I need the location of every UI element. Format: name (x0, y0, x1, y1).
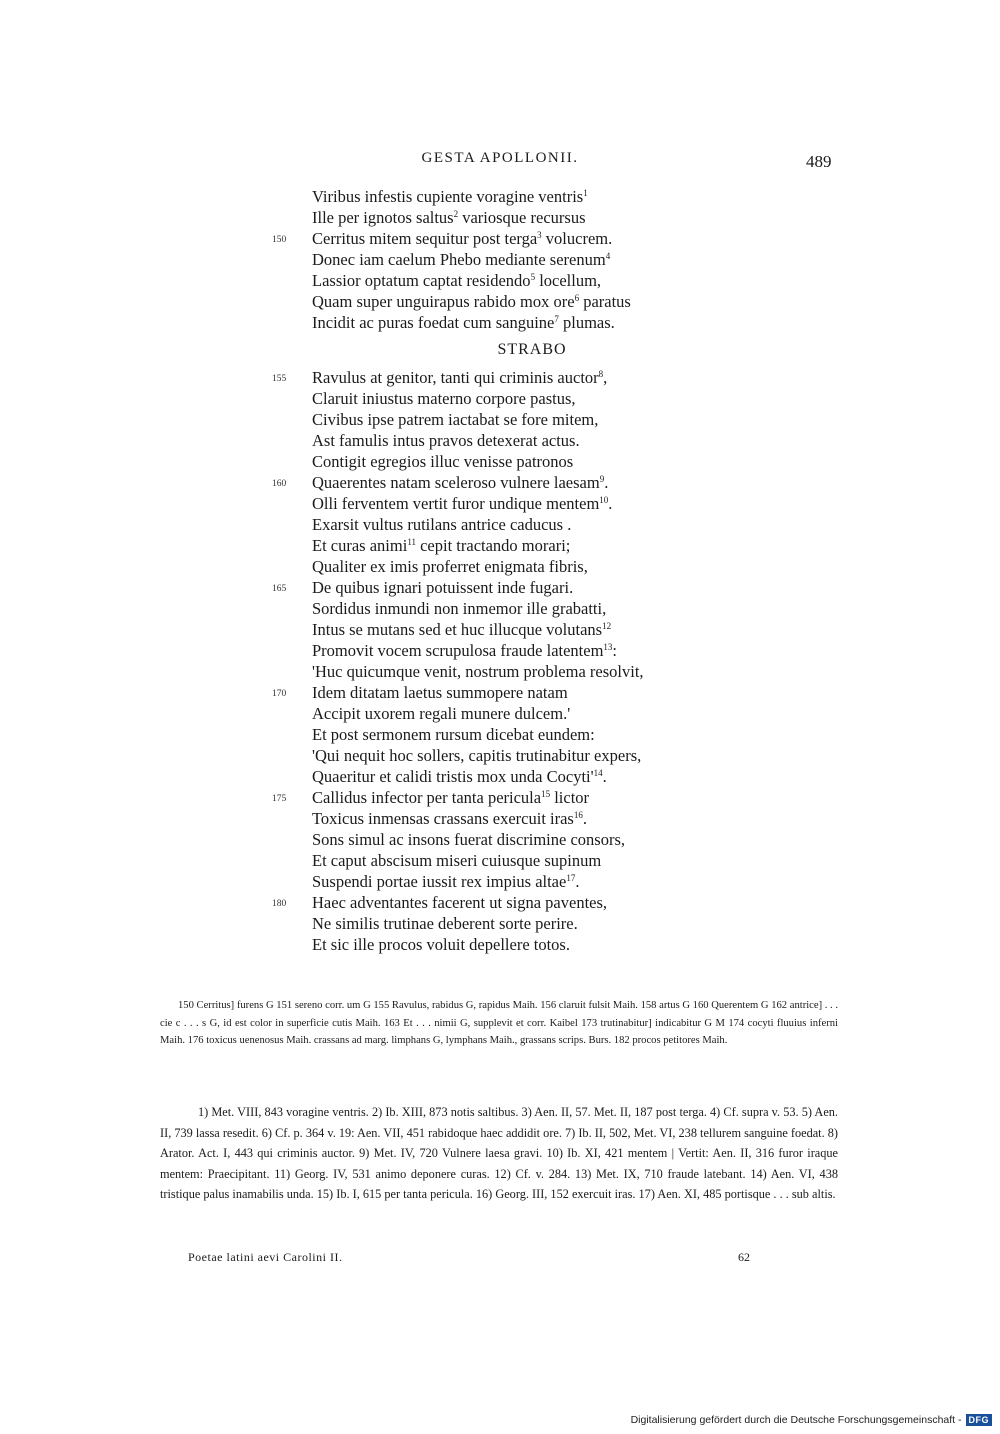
section-title: STRABO (497, 341, 567, 358)
verse-line (312, 493, 772, 514)
verse-line (312, 934, 772, 955)
verse-text: Et sic ille procos voluit depellere totos. (312, 935, 570, 954)
verse-text: Callidus infector per tanta pericula (312, 788, 542, 807)
verse-text: Et post sermonem rursum dicebat eundem: (312, 725, 595, 744)
verse-text-continued: variosque recursus (458, 208, 586, 227)
footnote-marker: 7 (554, 314, 559, 324)
verse-line (272, 577, 772, 598)
verse-text-continued: : (612, 641, 618, 660)
footnote-marker: 12 (602, 621, 612, 631)
verse-line (312, 249, 772, 270)
verse-line (312, 661, 772, 682)
footnote-marker: 9 (599, 474, 605, 484)
funding-text: Digitalisierung gefördert durch die Deutsche Forschungsgemeinschaft - (630, 1414, 962, 1426)
verse-line (312, 270, 772, 291)
dfg-logo: DFG (966, 1414, 993, 1426)
verse-text: Quaerentes natam sceleroso vulnere laesam (312, 473, 600, 492)
verse-text: Accipit uxorem regali munere dulcem.' (312, 704, 571, 723)
verse-text: Donec iam caelum Phebo mediante serenum (312, 250, 606, 269)
footnote-marker: 8 (598, 369, 604, 379)
verse-line (312, 913, 772, 934)
verse-line (312, 207, 772, 228)
critical-apparatus (160, 997, 838, 1050)
verse-text: Quam super unguirapus rabido mox ore (312, 292, 575, 311)
verse-line (312, 598, 772, 619)
verse-line (312, 745, 772, 766)
verse-line (312, 291, 772, 312)
verse-text: Incidit ac puras foedat cum sanguine (312, 313, 555, 332)
footnote-marker: 3 (537, 230, 542, 240)
footnote-marker: 13 (603, 642, 613, 652)
verse-text-continued: plumas. (558, 313, 615, 332)
verse-text-continued: cepit tractando morari; (415, 536, 571, 555)
line-number: 150 (272, 235, 287, 245)
verse-line (312, 640, 772, 661)
verse-text-continued: locellum, (535, 271, 602, 290)
verse-text: Ravulus at genitor, tanti qui criminis auctor (312, 368, 599, 387)
verse-text-continued: . (582, 809, 587, 828)
verse-text: Haec adventantes facerent ut signa paventes, (312, 893, 608, 912)
critical-apparatus-text: 150 Cerritus] furens G 151 sereno corr. um G 155 Ravulus, rabidus G, rapidus Maih. 156 claruit fulsit Maih. 158 artus G 160 Querentem G 162 antrice] . . . cie c . . . s G, id est color in superficie cutis Maih. 163 Et . . . nimii G, supplevit et corr. Kaibel 173 trutinabitur] indicabitur G M 174 cocyti fluuius inferni Maih. 176 toxicus uenenosus Maih. crassans ad marg. limphans G, lymphans Maih., grassans scrips. Burs. 182 procos petitores Maih. (160, 1000, 838, 1046)
funding-notice (631, 1414, 992, 1426)
verse-line (272, 228, 772, 249)
verse-text: Suspendi portae iussit rex impius altae (312, 872, 567, 891)
verse-text: Claruit iniustus materno corpore pastus, (312, 389, 576, 408)
verse-line (272, 787, 772, 808)
verse-line (312, 514, 772, 535)
footnote-marker: 16 (573, 810, 583, 820)
verse-line (312, 186, 772, 207)
sheet-number: 62 (738, 1250, 750, 1264)
verse-line (312, 703, 772, 724)
verse-line (312, 430, 772, 451)
verse-text: Sordidus inmundi non inmemor ille grabatti, (312, 599, 607, 618)
verse-block-strabo (272, 367, 772, 955)
verse-line (312, 409, 772, 430)
verse-text: Ast famulis intus pravos detexerat actus. (312, 431, 580, 450)
footnote-marker: 1 (583, 188, 588, 198)
verse-line (312, 312, 772, 333)
verse-text: Lassior optatum captat residendo (312, 271, 531, 290)
verse-text-continued: , (603, 368, 608, 387)
verse-line (272, 892, 772, 913)
verse-line (312, 766, 772, 787)
verse-text: Contigit egregios illuc venisse patronos (312, 452, 574, 471)
verse-text: Ne similis trutinae deberent sorte perire. (312, 914, 578, 933)
verse-text: Exarsit vultus rutilans antrice caducus . (312, 515, 572, 534)
poem-text (272, 186, 772, 955)
verse-line (272, 472, 772, 493)
footnote-marker: 17 (566, 873, 576, 883)
verse-text: Civibus ipse patrem iactabat se fore mitem, (312, 410, 599, 429)
line-number: 165 (272, 584, 287, 594)
verse-text: Intus se mutans sed et huc illucque volutans (312, 620, 603, 639)
verse-text: 'Qui nequit hoc sollers, capitis trutinabitur expers, (312, 746, 642, 765)
footnote-marker: 14 (593, 768, 603, 778)
line-number: 175 (272, 794, 287, 804)
verse-text: Et curas animi (312, 536, 408, 555)
verse-text-continued: lictor (550, 788, 590, 807)
verse-text: De quibus ignari potuissent inde fugari. (312, 578, 574, 597)
footnote-marker: 10 (599, 495, 609, 505)
line-number: 160 (272, 479, 287, 489)
verse-line (312, 829, 772, 850)
verse-text-continued: . (608, 494, 613, 513)
verse-text: Quaeritur et calidi tristis mox unda Cocyti' (312, 767, 594, 786)
footnote-marker: 11 (407, 537, 416, 547)
verse-text: Toxicus inmensas crassans exercuit iras (312, 809, 574, 828)
verse-text: Olli ferventem vertit furor undique mentem (312, 494, 600, 513)
page-number: 489 (806, 152, 832, 171)
verse-line (312, 535, 772, 556)
verse-line (312, 850, 772, 871)
verse-text: Promovit vocem scrupulosa fraude latentem (312, 641, 604, 660)
footnote-marker: 4 (605, 251, 611, 261)
series-signature: Poetae latini aevi Carolini II. (188, 1250, 343, 1264)
footnote-marker: 6 (574, 293, 580, 303)
verse-text-continued: . (575, 872, 580, 891)
line-number: 170 (272, 689, 287, 699)
verse-text-continued: . (602, 767, 607, 786)
verse-line (312, 556, 772, 577)
running-title: GESTA APOLLONII. (421, 150, 579, 166)
verse-block-gesta (272, 186, 772, 333)
verse-text: Et caput abscisum miseri cuiusque supinum (312, 851, 602, 870)
verse-text: Ille per ignotos saltus (312, 208, 454, 227)
verse-text-continued: paratus (579, 292, 631, 311)
verse-text: Viribus infestis cupiente voragine ventris (312, 187, 584, 206)
line-number: 155 (272, 374, 287, 384)
verse-text-continued: volucrem. (541, 229, 613, 248)
footnote-marker: 2 (453, 209, 459, 219)
source-notes-text: 1) Met. VIII, 843 voragine ventris. 2) Ib. XIII, 873 notis saltibus. 3) Aen. II, 57. Met. II, 187 post terga. 4) Cf. supra v. 53. 5) Aen. II, 739 lassa resedit. 6) Cf. p. 364 v. 19: Aen. VII, 451 rabidoque haec addidit ore. 7) Ib. II, 502, Met. VI, 238 tellurem sanguine foedat. 8) Arator. Act. I, 443 qui criminis auctor. 9) Met. IV, 720 Vulnere laesa gravi. 10) Ib. XI, 421 mentem | Vertit: Aen. II, 316 furor iraque mentem: Praecipitant. 11) Georg. IV, 531 animo deponere curas. 12) Cf. v. 284. 13) Met. IX, 710 fraude latebant. 14) Aen. VI, 438 tristique palus inamabilis unda. 15) Ib. I, 615 per tanta pericula. 16) Georg. III, 152 exercuit iras. 17) Aen. XI, 485 portisque . . . sub altis. (160, 1105, 838, 1201)
verse-line (272, 367, 772, 388)
verse-line (312, 619, 772, 640)
verse-text: Sons simul ac insons fuerat discrimine consors, (312, 830, 626, 849)
verse-line (312, 724, 772, 745)
verse-line (312, 451, 772, 472)
verse-text: Qualiter ex imis proferret enigmata fibris, (312, 557, 588, 576)
source-notes (160, 1102, 838, 1205)
verse-line (312, 388, 772, 409)
footnote-marker: 15 (541, 789, 551, 799)
verse-line (272, 682, 772, 703)
verse-text: 'Huc quicumque venit, nostrum problema resolvit, (312, 662, 644, 681)
verse-text: Cerritus mitem sequitur post terga (312, 229, 538, 248)
verse-line (312, 871, 772, 892)
verse-line (312, 808, 772, 829)
line-number: 180 (272, 899, 287, 909)
verse-text-continued: . (604, 473, 609, 492)
footnote-marker: 5 (530, 272, 536, 282)
verse-text: Idem ditatam laetus summopere natam (312, 683, 568, 702)
